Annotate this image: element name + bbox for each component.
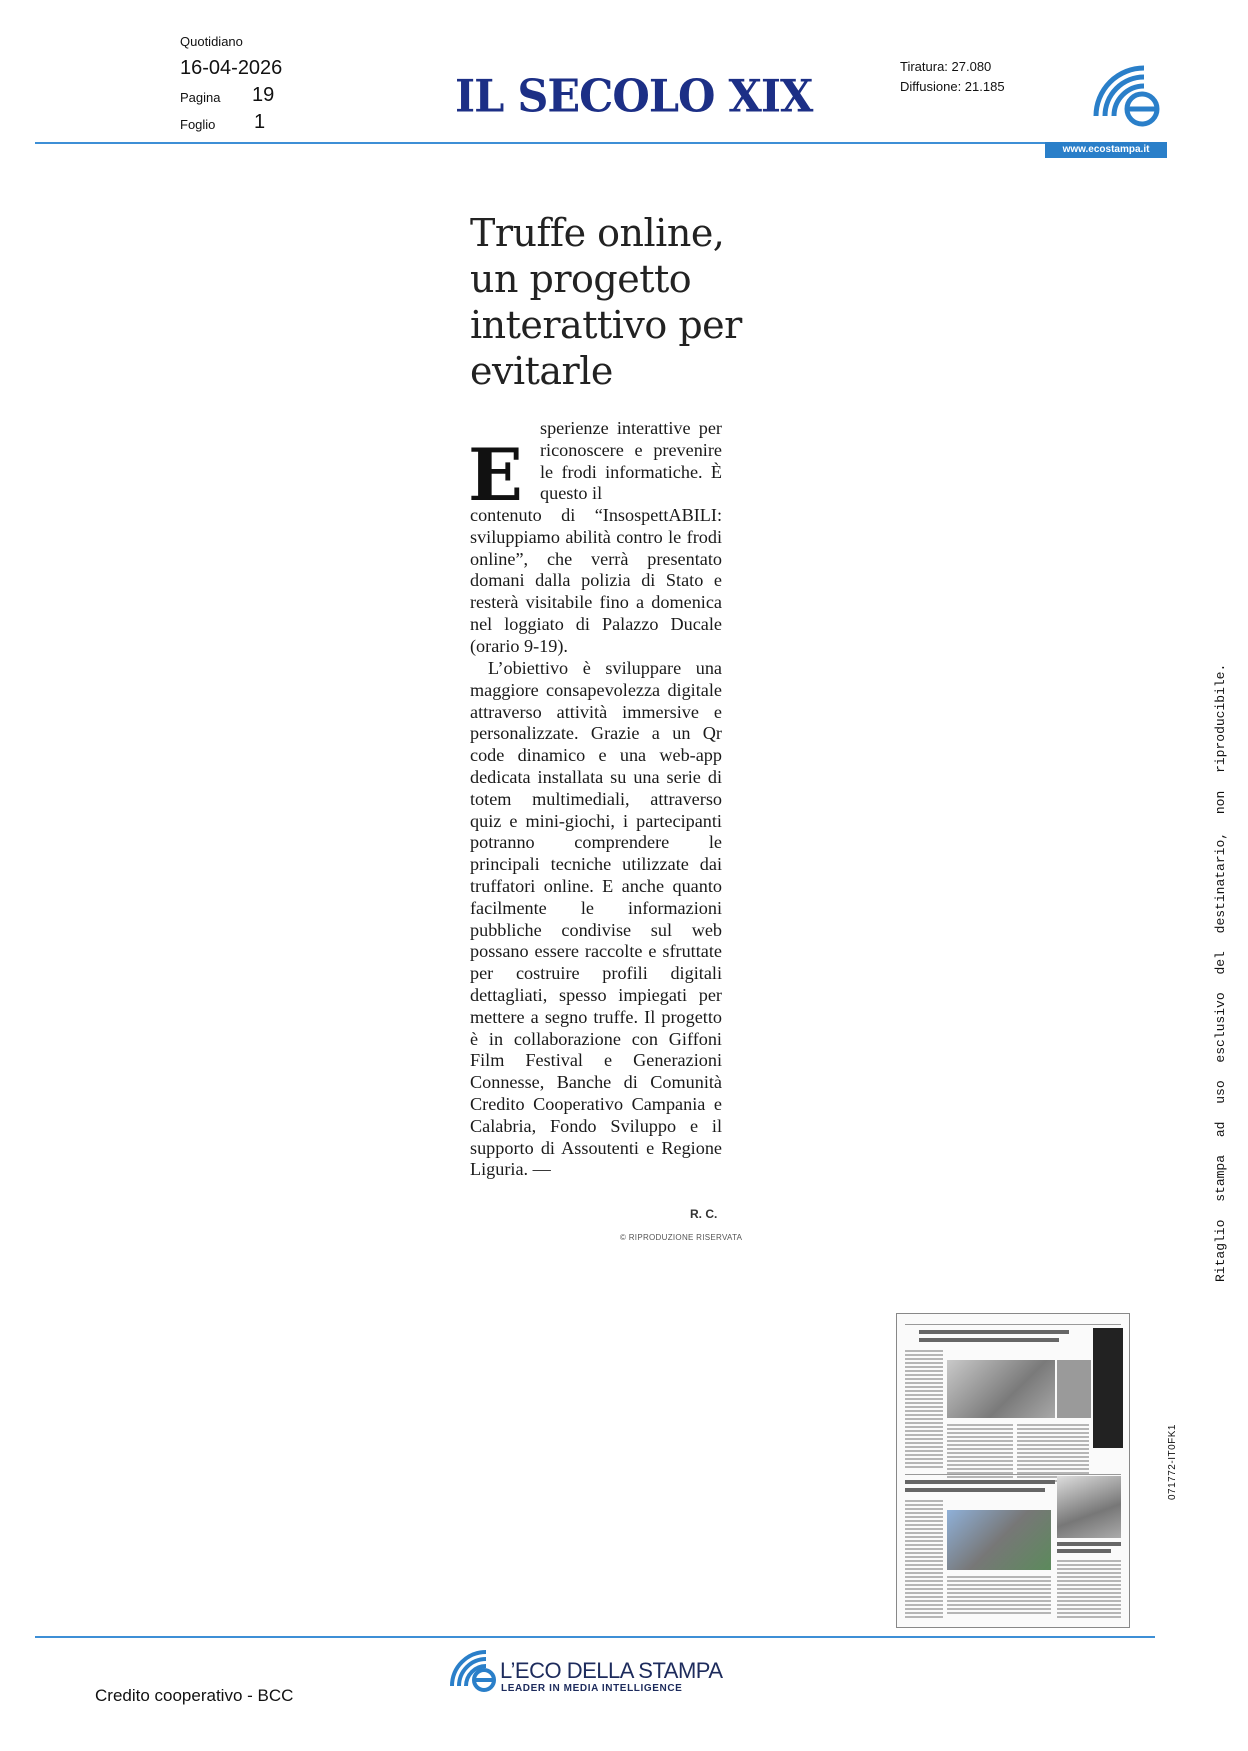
website-link[interactable]: www.ecostampa.it xyxy=(1045,142,1167,158)
article-paragraph-1: contenuto di “InsospettABILI: sviluppiamo abilità contro le frodi online”, che verrà presentato domani dalla polizia di Stato e resterà visitabile fino a domenica nel loggiato di Palazzo Ducale (orario 9-19). xyxy=(470,505,722,656)
page-number: 19 xyxy=(252,84,275,106)
ecostampa-logo-icon xyxy=(1090,58,1162,130)
print-run: Tiratura: 27.080 xyxy=(900,59,992,74)
client-topic: Credito cooperativo - BCC xyxy=(95,1686,294,1705)
page-thumbnail[interactable] xyxy=(896,1313,1130,1628)
footer-brand: L’ECO DELLA STAMPA xyxy=(500,1658,723,1683)
article-paragraph-2: L’obiettivo è sviluppare una maggiore consapevolezza digitale attraverso attività immersive e personalizzate. Grazie a un Qr code dinamico e una web-app dedicata installata su una serie di totem multimediali, attraverso quiz e mini-giochi, i partecipanti potranno comprendere le principali tecniche utilizzate dai truffatori online. E anche quanto facilmente le informazioni pubbliche condivise sul web possano essere raccolte e sfruttate per costruire profili digitali dettagliati, spesso impiegati per mettere a segno truffe. Il progetto è in collaborazione con Giffoni Film Festival e Generazioni Connesse, Banche di Comunità Credito Cooperativo Campania e Calabria, Fondo Sviluppo e il supporto di Assoutenti e Regione Liguria. — xyxy=(470,658,722,1180)
publication-type: Quotidiano xyxy=(180,34,243,49)
reproduction-disclaimer: Ritaglio stampa ad uso esclusivo del destinatario, non riproducibile. xyxy=(1213,663,1228,1282)
header-rule xyxy=(35,142,1165,144)
article-paragraph-1-start: sperienze interattive per riconoscere e prevenire le frodi informatiche. È questo il xyxy=(540,418,722,504)
drop-cap: E xyxy=(468,432,523,517)
footer-rule xyxy=(35,1636,1155,1638)
copyright-notice: © RIPRODUZIONE RISERVATA xyxy=(620,1233,743,1242)
publication-date: 16-04-2026 xyxy=(180,57,283,79)
newspaper-masthead: IL SECOLO XIX xyxy=(455,70,813,124)
article-signature: R. C. xyxy=(690,1207,718,1221)
eco-della-stampa-logo-icon xyxy=(448,1646,496,1694)
circulation: Diffusione: 21.185 xyxy=(900,79,1005,94)
sheet-label: Foglio xyxy=(180,117,216,132)
page-label: Pagina xyxy=(180,90,221,105)
sheet-number: 1 xyxy=(254,111,266,133)
footer-tagline: LEADER IN MEDIA INTELLIGENCE xyxy=(501,1683,683,1694)
clipping-code: 071772-IT0FK1 xyxy=(1167,1424,1178,1500)
article-headline: Truffe online, un progetto interattivo per evitarle xyxy=(470,211,742,393)
